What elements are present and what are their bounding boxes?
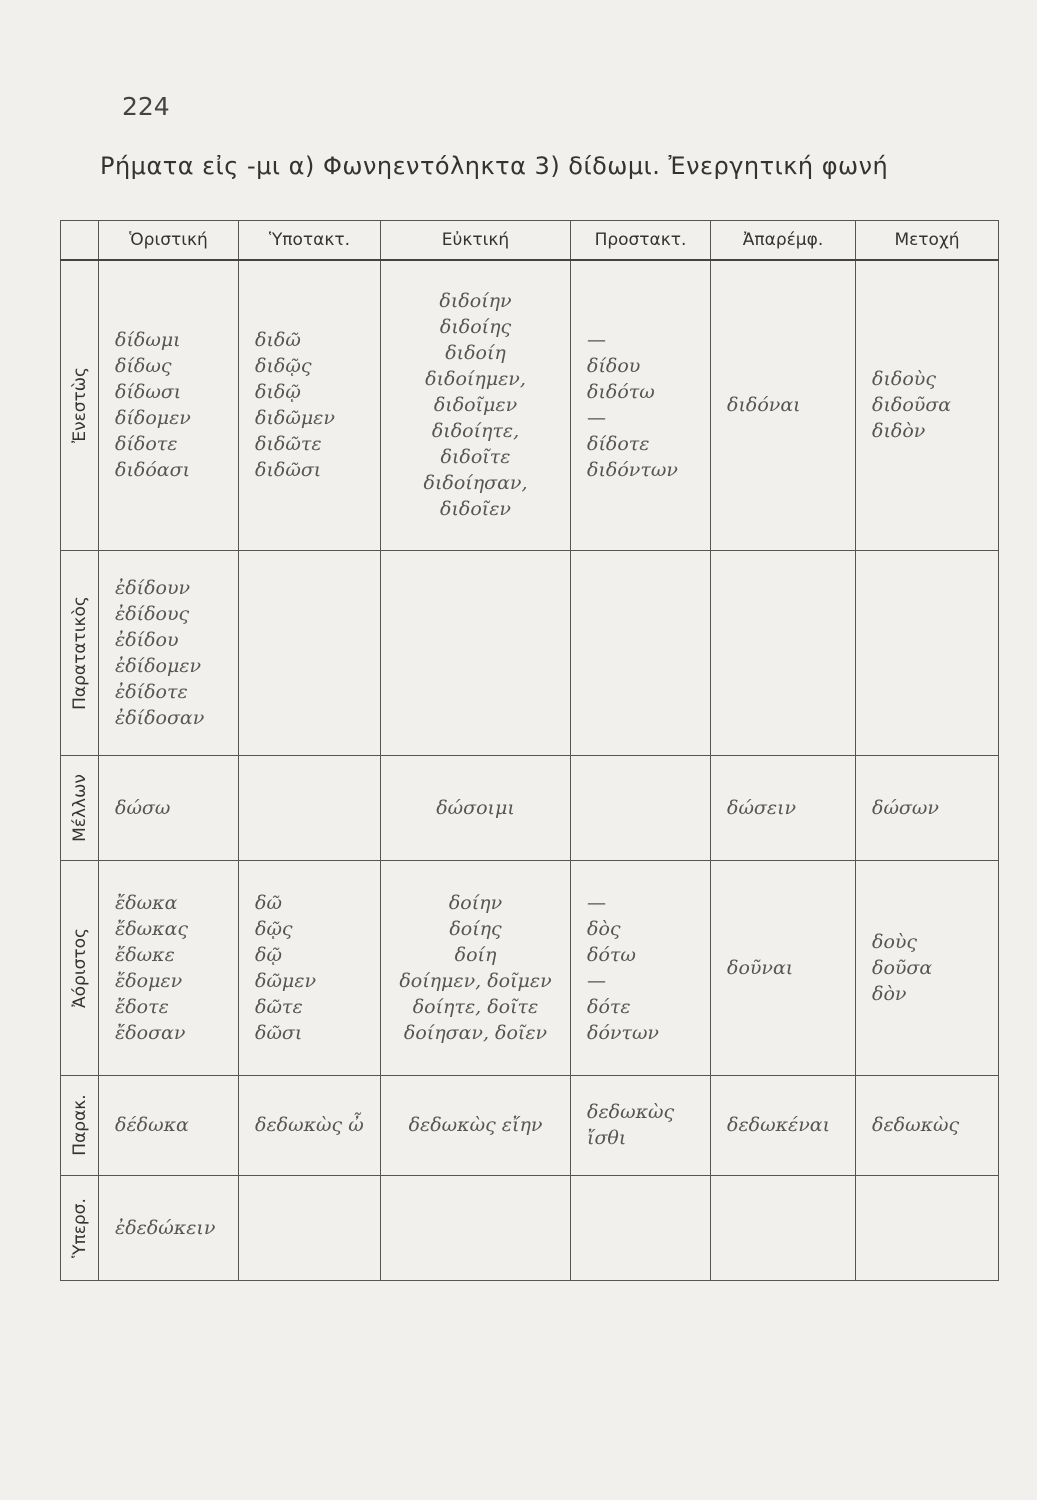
- verb-form: —: [587, 329, 606, 352]
- table-row: [61, 260, 999, 550]
- cell-aparemf: [711, 1075, 856, 1175]
- verb-form: διδοίην: [439, 290, 512, 313]
- tense-label: [61, 260, 99, 550]
- header-oristiki: Ὁριστική: [99, 221, 239, 261]
- verb-form: δὸν: [872, 982, 907, 1005]
- verb-form: δῶσι: [255, 1021, 303, 1044]
- cell-aparemf: [711, 260, 856, 550]
- cell-oristiki: [99, 860, 239, 1075]
- verb-form: —: [587, 969, 606, 992]
- verb-form: δοίην: [448, 891, 503, 914]
- verb-form: ἐδεδώκειν: [115, 1216, 216, 1239]
- verb-form: δότε: [587, 995, 631, 1018]
- cell-ypotakt: [239, 550, 381, 755]
- cell-ypotakt: [239, 860, 381, 1075]
- verb-form: δώσων: [872, 796, 939, 819]
- cell-prostakt: [571, 550, 711, 755]
- verb-form: δίδωσι: [115, 381, 182, 404]
- verb-form: δοίησαν, δοῖεν: [403, 1021, 548, 1044]
- verb-form: ἐδίδους: [115, 602, 190, 625]
- verb-form: δώσοιμι: [436, 796, 515, 819]
- page-number: 224: [122, 92, 170, 121]
- verb-form: ἔδοσαν: [115, 1021, 186, 1044]
- cell-euktiki: [381, 755, 571, 860]
- verb-form: διδοίημεν,: [425, 368, 526, 391]
- verb-form: διδῶ: [255, 329, 301, 352]
- verb-form: ἔδοτε: [115, 995, 169, 1018]
- cell-prostakt: [571, 260, 711, 550]
- table-row: [61, 1175, 999, 1280]
- tense-label-text: Παρατατικὸς: [69, 595, 90, 710]
- verb-form: —: [587, 891, 606, 914]
- cell-aparemf: [711, 1175, 856, 1280]
- tense-label: [61, 550, 99, 755]
- table-row: [61, 1075, 999, 1175]
- verb-form: δόντων: [587, 1021, 659, 1044]
- cell-prostakt: [571, 1175, 711, 1280]
- verb-form: δῶ: [255, 891, 282, 914]
- tense-label-text: Ἐνεστὼς: [69, 367, 90, 444]
- header-row: [61, 221, 999, 261]
- conjugation-table: [60, 220, 999, 1281]
- verb-form: διδῷ: [255, 381, 301, 404]
- verb-form: διδὸν: [872, 420, 926, 443]
- verb-form: ἔδωκα: [115, 891, 178, 914]
- tense-label-text: Ἀόριστος: [69, 927, 90, 1008]
- verb-form: διδοίητε,: [431, 420, 520, 443]
- page-title: Ρήματα εἰς -μι α) Φωνηεντόληκτα 3) δίδωμι. Ἐνεργητική φωνή: [100, 152, 889, 180]
- verb-form: διδοίη: [445, 342, 506, 365]
- tense-label: [61, 860, 99, 1075]
- verb-form: διδότω: [587, 381, 655, 404]
- header-corner: [61, 221, 99, 261]
- header-euktiki: Εὐκτική: [381, 221, 571, 261]
- verb-form: δίδως: [115, 355, 172, 378]
- verb-form: δῷ: [255, 943, 282, 966]
- cell-euktiki: [381, 1175, 571, 1280]
- verb-form: δεδωκέναι: [727, 1114, 831, 1136]
- cell-euktiki: [381, 550, 571, 755]
- header-ypotakt: Ὑποτακτ.: [239, 221, 381, 261]
- cell-euktiki: [381, 860, 571, 1075]
- verb-form: διδοίης: [439, 316, 512, 339]
- cell-euktiki: [381, 1075, 571, 1175]
- verb-form: δίδοτε: [587, 433, 650, 456]
- cell-ypotakt: [239, 755, 381, 860]
- verb-form: δοίη: [454, 943, 497, 966]
- verb-form: ἐδίδοτε: [115, 680, 188, 703]
- verb-form: διδοῖτε: [440, 446, 511, 469]
- table-row: [61, 550, 999, 755]
- verb-form: δῷς: [255, 917, 293, 940]
- cell-metochi: [856, 550, 999, 755]
- verb-form: ἐδίδομεν: [115, 654, 202, 677]
- verb-form: δῶμεν: [255, 969, 317, 992]
- verb-form: δεδωκὼς ὦ: [255, 1114, 364, 1136]
- cell-oristiki: [99, 1075, 239, 1175]
- cell-prostakt: [571, 860, 711, 1075]
- cell-metochi: [856, 755, 999, 860]
- verb-form: διδόναι: [727, 394, 801, 417]
- verb-form: διδῶσι: [255, 459, 322, 482]
- verb-form: δίδωμι: [115, 329, 181, 352]
- cell-metochi: [856, 860, 999, 1075]
- verb-form: δώσω: [115, 796, 171, 819]
- verb-form: ἐδίδου: [115, 628, 179, 651]
- verb-form: ἐδίδοσαν: [115, 706, 205, 729]
- cell-metochi: [856, 260, 999, 550]
- cell-metochi: [856, 1175, 999, 1280]
- cell-metochi: [856, 1075, 999, 1175]
- verb-form: ἴσθι: [587, 1127, 627, 1149]
- verb-form: δῶτε: [255, 995, 303, 1018]
- verb-form: δοὺς: [872, 930, 918, 953]
- verb-form: δεδωκὼς: [587, 1101, 675, 1123]
- cell-oristiki: [99, 1175, 239, 1280]
- verb-form: διδοίησαν,: [423, 472, 528, 495]
- tense-label: [61, 1075, 99, 1175]
- verb-form: δεδωκὼς εἴην: [408, 1114, 543, 1136]
- table-row: [61, 860, 999, 1075]
- cell-ypotakt: [239, 1175, 381, 1280]
- verb-form: δώσειν: [727, 796, 797, 819]
- tense-label: [61, 755, 99, 860]
- tense-label-text: Μέλλων: [69, 773, 90, 842]
- tense-label-text: Ὑπερσ.: [69, 1197, 90, 1258]
- tense-label: [61, 1175, 99, 1280]
- header-aparemf: Ἀπαρέμφ.: [711, 221, 856, 261]
- tense-label-text: Παρακ.: [69, 1094, 90, 1156]
- verb-form: —: [587, 407, 606, 430]
- verb-form: δοῦσα: [872, 956, 933, 979]
- cell-oristiki: [99, 755, 239, 860]
- cell-aparemf: [711, 755, 856, 860]
- cell-prostakt: [571, 755, 711, 860]
- verb-form: διδῶτε: [255, 433, 322, 456]
- cell-ypotakt: [239, 1075, 381, 1175]
- verb-form: δίδου: [587, 355, 641, 378]
- verb-form: ἔδωκε: [115, 943, 175, 966]
- verb-form: ἔδωκας: [115, 917, 189, 940]
- cell-oristiki: [99, 550, 239, 755]
- cell-euktiki: [381, 260, 571, 550]
- header-metochi: Μετοχή: [856, 221, 999, 261]
- header-prostakt: Προστακτ.: [571, 221, 711, 261]
- verb-form: διδῷς: [255, 355, 312, 378]
- verb-form: δοίητε, δοῖτε: [412, 995, 539, 1018]
- verb-form: διδοῖμεν: [433, 394, 518, 417]
- verb-form: διδοῦσα: [872, 394, 952, 417]
- verb-form: δίδοτε: [115, 433, 178, 456]
- verb-form: δεδωκὼς: [872, 1114, 960, 1136]
- verb-form: δίδομεν: [115, 407, 191, 430]
- cell-aparemf: [711, 550, 856, 755]
- verb-form: διδῶμεν: [255, 407, 335, 430]
- verb-form: δοίημεν, δοῖμεν: [399, 969, 552, 992]
- verb-form: ἔδομεν: [115, 969, 183, 992]
- verb-form: δέδωκα: [115, 1114, 189, 1136]
- verb-form: διδόντων: [587, 459, 678, 482]
- verb-form: διδόασι: [115, 459, 191, 482]
- verb-form: διδοῖεν: [440, 498, 511, 521]
- cell-ypotakt: [239, 260, 381, 550]
- verb-form: δοῦναι: [727, 956, 794, 979]
- verb-form: δὸς: [587, 917, 621, 940]
- verb-form: δοίης: [449, 917, 502, 940]
- verb-form: δότω: [587, 943, 636, 966]
- table-row: [61, 755, 999, 860]
- cell-oristiki: [99, 260, 239, 550]
- verb-form: ἐδίδουν: [115, 576, 191, 599]
- verb-form: διδοὺς: [872, 368, 936, 391]
- cell-prostakt: [571, 1075, 711, 1175]
- cell-aparemf: [711, 860, 856, 1075]
